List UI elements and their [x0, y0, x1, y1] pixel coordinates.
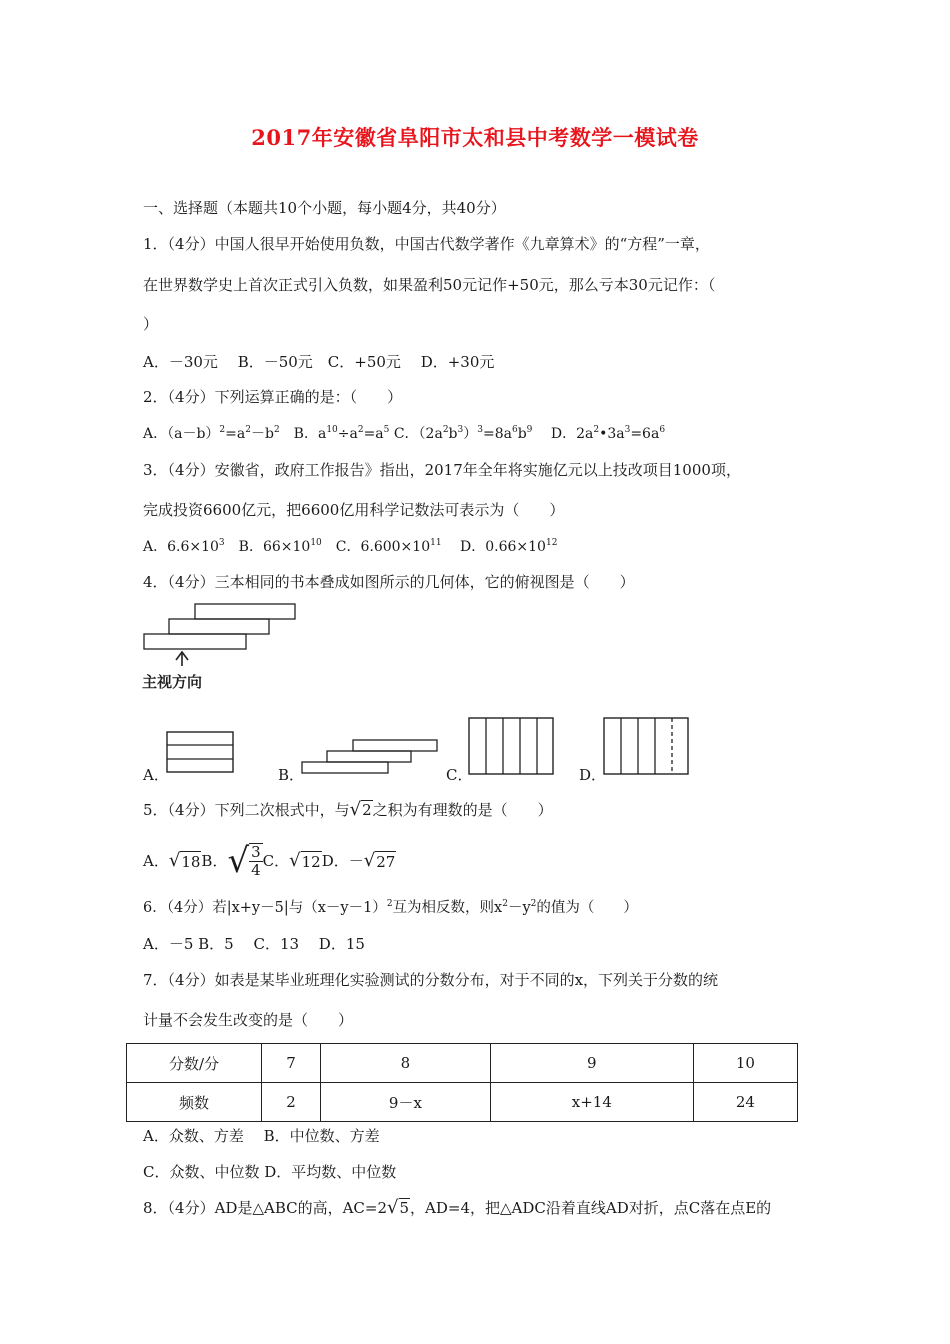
table-cell: x+14	[490, 1083, 693, 1122]
q6-options: A．－5 B．5 C．13 D．15	[143, 935, 365, 953]
table-cell: 7	[262, 1044, 321, 1083]
q7-line1: 7．（4分）如表是某毕业班理化实验测试的分数分布，对于不同的x，下列关于分数的统	[143, 971, 719, 989]
table-row	[127, 1044, 798, 1083]
q3-options: A．$6.6\times 10^3$ B．$66\times 10^{10}$ C．$6.600\times 10^{11}$ D．$0.66\times 10^{12}$	[143, 538, 558, 555]
book-top	[195, 604, 295, 619]
stacked-books-figure	[140, 600, 310, 670]
q7-options-2: C．众数、中位数 D．平均数、中位数	[143, 1163, 397, 1181]
q2-stem: 2．（4分）下列运算正确的是：（ ）	[143, 388, 403, 406]
q4-option-d-figure	[603, 716, 691, 776]
q4-option-a-label: A．	[143, 766, 169, 784]
table-cell: 频数	[127, 1083, 262, 1122]
table-cell: 9－x	[321, 1083, 491, 1122]
table-row	[127, 1083, 798, 1122]
q1-options: A．－30元 B．－50元 C．+50元 D．+30元	[143, 353, 495, 371]
q4-option-d-label: D．	[579, 766, 607, 784]
q5-stem: 5．（4分）下列二次根式中，与√2之积为有理数的是（ ）	[143, 799, 553, 820]
q3-line1: 3．（4分）安徽省，政府工作报告》指出，2017年全年将实施亿元以上技改项目1000项，	[143, 461, 741, 479]
q1-line3: ）	[143, 315, 159, 333]
q4-option-b-figure	[300, 738, 440, 776]
q7-options-1: A．众数、方差 B．中位数、方差	[143, 1127, 380, 1145]
q4-option-c-figure	[468, 716, 556, 776]
q4-option-c-label: C．	[446, 766, 473, 784]
table-cell: 24	[693, 1083, 797, 1122]
q1-line2: 在世界数学史上首次正式引入负数，如果盈利50元记作+50元，那么亏本30元记作：（	[143, 276, 716, 294]
q7-line2: 计量不会发生改变的是（ ）	[143, 1011, 354, 1029]
q4-option-b-label: B．	[278, 766, 305, 784]
book-bottom	[144, 634, 246, 649]
table-cell: 9	[490, 1044, 693, 1083]
q6-stem: 6．（4分）若|x+y－5|与$(x-y-1)^2$互为相反数，则$x^2-y^2$的值为（ ）	[143, 899, 638, 916]
q8-stem: 8．（4分）AD是△ABC的高，AC=2√5，AD=4，把△ADC沿着直线AD对折，点C落在点E的	[143, 1197, 772, 1218]
table-cell: 10	[693, 1044, 797, 1083]
page-title: 2017年安徽省阜阳市太和县中考数学一模试卷	[251, 125, 699, 150]
table-cell: 8	[321, 1044, 491, 1083]
table-cell: 2	[262, 1083, 321, 1122]
q2-options: A．$(a-b)^2=a^2-b^2$ B．$a^{10}\div a^2=a^5$ C．$(2a^2b^3)^3=8a^6b^9$ D．$2a^2•3a^3=6a^6$	[143, 425, 666, 442]
view-direction-caption: 主视方向	[142, 673, 203, 691]
q4-stem: 4．（4分）三本相同的书本叠成如图所示的几何体，它的俯视图是（ ）	[143, 573, 635, 591]
book-middle	[169, 619, 269, 634]
q3-line2: 完成投资6600亿元，把6600亿用科学记数法可表示为（ ）	[143, 501, 565, 519]
q5-options: A． √ 18 B． √ $\frac{3}{4}$ C． √ 12 D．－ √ 27	[143, 841, 396, 881]
section-heading: 一、选择题（本题共10个小题，每小题4分，共40分）	[143, 199, 506, 217]
q4-option-a-figure	[166, 730, 236, 776]
score-table	[126, 1043, 798, 1122]
q1-line1: 1．（4分）中国人很早开始使用负数，中国古代数学著作《九章算术》的“方程”一章，	[143, 235, 710, 253]
table-cell: 分数/分	[127, 1044, 262, 1083]
